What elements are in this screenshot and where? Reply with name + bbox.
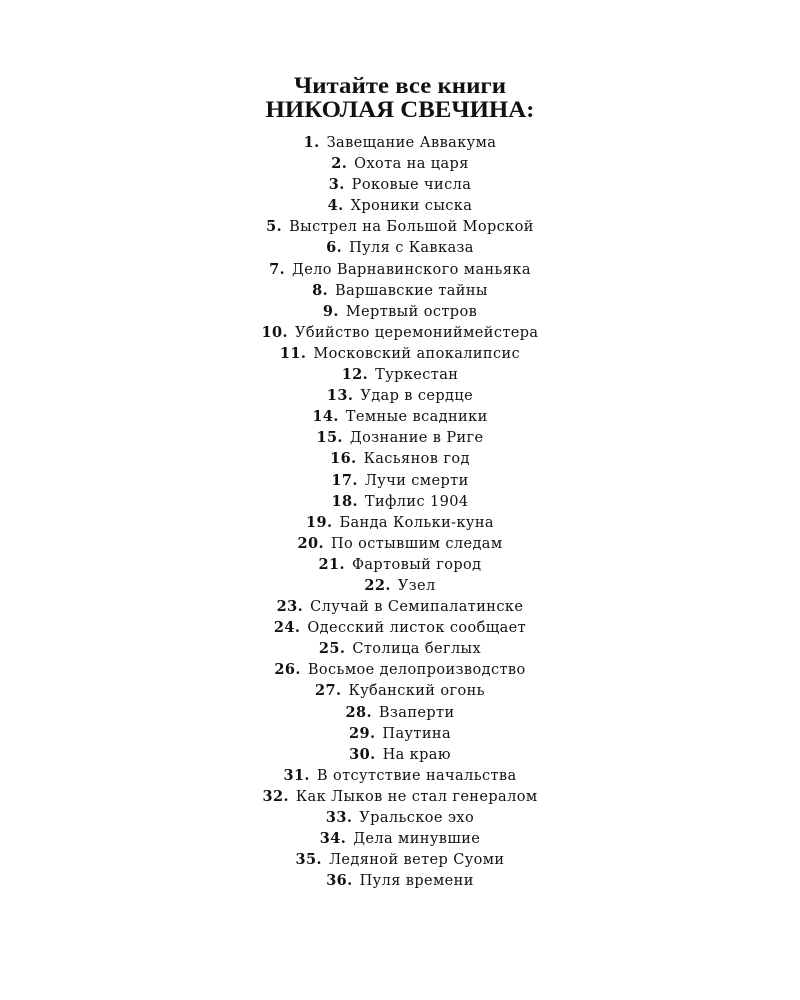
book-list-item	[0, 533, 800, 554]
book-title: Лучи смерти	[364, 472, 469, 489]
book-list-item	[0, 448, 800, 469]
book-number: 29.	[348, 724, 376, 742]
book-title: На краю	[382, 746, 451, 763]
book-title: Фартовый город	[351, 556, 482, 573]
book-title: Тифлис 1904	[364, 493, 469, 510]
book-list-item	[0, 174, 800, 195]
book-list-item	[0, 680, 800, 701]
book-title: Завещание Аввакума	[326, 135, 497, 151]
book-number: 26.	[274, 661, 301, 679]
book-number: 13.	[326, 387, 354, 405]
book-list-item	[0, 364, 800, 385]
book-list-item	[0, 870, 800, 891]
book-title: В отсутствие начальства	[316, 767, 517, 784]
book-title: Удар в сердце	[360, 388, 474, 405]
book-number: 30.	[349, 745, 376, 763]
book-list-item	[0, 807, 800, 828]
book-title: Как Лыков не стал генералом	[295, 788, 538, 805]
book-number: 18.	[331, 492, 358, 510]
heading-line-1: Читайте все книги	[293, 73, 507, 98]
book-list-item	[0, 575, 800, 596]
book-list-item	[0, 322, 800, 343]
book-number: 5.	[266, 218, 283, 236]
book-list-item	[0, 216, 800, 237]
book-number: 7.	[269, 260, 286, 278]
book-list-item	[0, 491, 800, 512]
book-list-item	[0, 702, 800, 723]
book-number: 1.	[303, 134, 320, 151]
book-number: 11.	[279, 344, 307, 362]
book-title: Пуля времени	[359, 873, 474, 890]
book-title: Охота на царя	[354, 156, 469, 173]
book-list-item	[0, 343, 800, 364]
book-list-item	[0, 259, 800, 280]
book-list-item	[0, 744, 800, 765]
book-title: Кубанский огонь	[348, 683, 485, 700]
book-list-item	[0, 406, 800, 427]
book-number: 2.	[331, 155, 348, 173]
book-number: 20.	[297, 534, 324, 552]
book-list-item	[0, 554, 800, 575]
book-list-item	[0, 280, 800, 301]
book-list-item	[0, 470, 800, 491]
book-number: 17.	[331, 471, 358, 489]
book-list-item	[0, 427, 800, 448]
book-title: Случай в Семипалатинске	[310, 599, 524, 616]
book-number: 36.	[326, 872, 353, 890]
book-list-item	[0, 849, 800, 870]
book-number: 21.	[318, 555, 345, 573]
book-number: 6.	[326, 239, 343, 257]
book-number: 25.	[318, 640, 346, 658]
book-number: 9.	[322, 302, 339, 320]
book-title: Туркестан	[375, 367, 459, 384]
book-title: Темные всадники	[345, 409, 488, 426]
book-number: 15.	[316, 429, 343, 447]
book-number: 31.	[283, 766, 310, 784]
book-number: 10.	[261, 323, 288, 341]
book-number: 16.	[330, 450, 357, 468]
book-number: 19.	[306, 513, 333, 531]
book-title: Выстрел на Большой Морской	[289, 219, 534, 236]
book-title: Хроники сыска	[350, 198, 473, 215]
book-number: 24.	[273, 619, 301, 637]
book-list	[0, 132, 800, 891]
book-title: Варшавские тайны	[335, 282, 488, 299]
heading-line-2: НИКОЛАЯ СВЕЧИНА:	[265, 97, 535, 122]
book-title: Пуля с Кавказа	[349, 240, 474, 257]
book-title: Дела минувшие	[353, 831, 481, 848]
book-title: Ледяной ветер Суоми	[328, 852, 505, 869]
book-number: 4.	[327, 197, 344, 215]
book-list-item	[0, 659, 800, 680]
book-title: Банда Кольки-куна	[339, 514, 494, 531]
book-list-item	[0, 617, 800, 638]
book-title: Убийство церемониймейстера	[294, 324, 539, 341]
book-number: 34.	[319, 830, 347, 848]
book-list-item	[0, 385, 800, 406]
book-title: Паутина	[382, 725, 452, 742]
book-title: Касьянов год	[363, 451, 470, 468]
book-title: Столица беглых	[352, 641, 482, 658]
book-list-item	[0, 132, 800, 153]
book-number: 3.	[328, 176, 345, 194]
book-list-item	[0, 512, 800, 533]
book-list-item	[0, 765, 800, 786]
book-number: 33.	[325, 809, 353, 826]
book-number: 8.	[312, 281, 329, 299]
book-title: Роковые числа	[351, 177, 472, 194]
book-title: Одесский листок сообщает	[307, 620, 527, 637]
book-list-item	[0, 723, 800, 744]
book-number: 28.	[345, 703, 372, 721]
book-list-item	[0, 828, 800, 849]
book-list-item	[0, 153, 800, 174]
book-title: Московский апокалипсис	[313, 345, 521, 362]
book-number: 23.	[276, 598, 304, 616]
book-number: 32.	[262, 787, 289, 805]
book-list-item	[0, 301, 800, 322]
book-list-item	[0, 596, 800, 617]
book-number: 14.	[312, 408, 339, 426]
book-title: Узел	[397, 577, 436, 594]
book-title: По остывшим следам	[330, 535, 503, 552]
book-number: 22.	[364, 576, 391, 594]
book-title: Восьмое делопроизводство	[307, 662, 526, 679]
book-list-item	[0, 638, 800, 659]
book-title: Дело Варнавинского маньяка	[292, 261, 531, 278]
book-number: 35.	[295, 851, 322, 869]
page-heading	[0, 74, 800, 122]
book-title: Дознание в Риге	[349, 430, 484, 447]
book-list-item	[0, 195, 800, 216]
book-title: Мертвый остров	[345, 303, 478, 320]
book-number: 27.	[315, 682, 342, 700]
book-number: 12.	[341, 366, 369, 384]
book-title: Уральское эхо	[359, 810, 475, 826]
book-list-item	[0, 786, 800, 807]
book-title: Взаперти	[378, 704, 455, 721]
book-list-item	[0, 237, 800, 258]
